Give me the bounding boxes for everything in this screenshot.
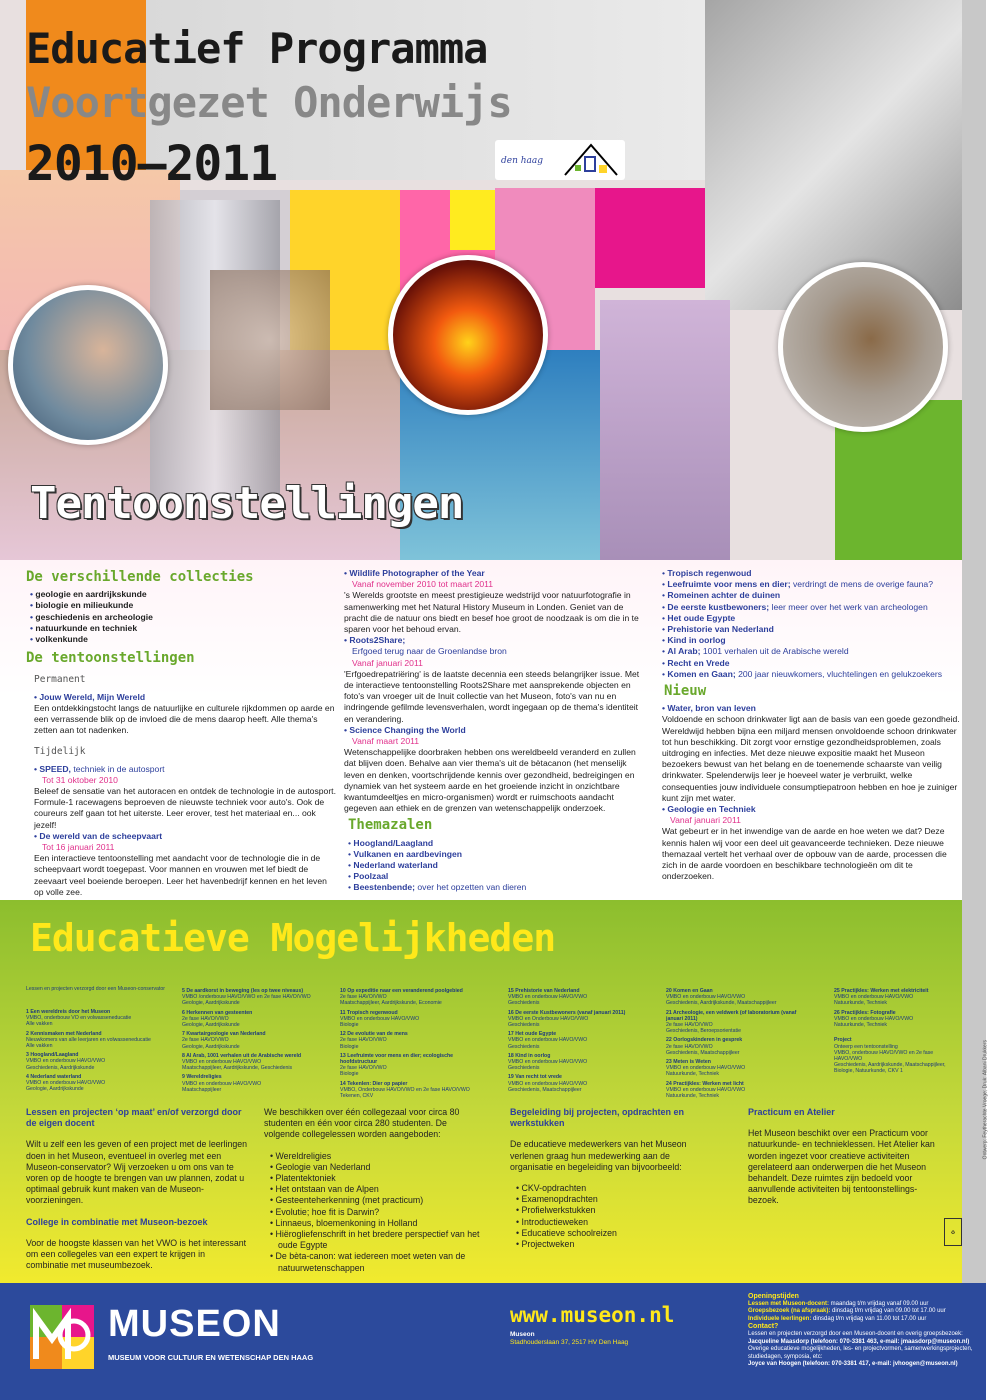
lesson-line: Onteerp een tentoonstelling bbox=[834, 1043, 898, 1050]
themazaal-item: • Het oude Egypte bbox=[662, 613, 962, 624]
lesson-line: VMBO en onderbouw HAVO/VWO bbox=[26, 1080, 106, 1087]
support-item: • Profielwerkstukken bbox=[524, 1205, 710, 1216]
bullet-icon: • bbox=[344, 635, 350, 646]
info-column-1 bbox=[26, 568, 336, 898]
support-item: • Educatieve schoolreizen bbox=[524, 1228, 710, 1239]
lesson-line: 14 Tekenlen: Dier op papier bbox=[340, 1080, 408, 1087]
lesson-line: 17 Het oude Egypte bbox=[508, 1031, 557, 1038]
lesson-line: VMBO en onderbouw HAVO/VWO bbox=[508, 1080, 588, 1087]
edu-text: Voor de hoogste klassen van het VWO is het interessant om een collegeles van een expert te krijgen in combinatie met museumbezoek. bbox=[26, 1237, 247, 1271]
exhibition-entry bbox=[662, 703, 962, 804]
bullet-icon: • bbox=[34, 763, 40, 774]
exhibition-title-bold: SPEED, bbox=[39, 763, 71, 774]
lesson-line: 3 Hoogland/Laagland bbox=[26, 1052, 79, 1059]
education-section bbox=[0, 900, 962, 1283]
themazaal-item: • Tropisch regenwoud bbox=[662, 568, 962, 579]
lesson-line: 5 De aardkorst in beweging (les op twee niveaus) bbox=[182, 988, 304, 994]
collection-item: • volkenkunde bbox=[30, 634, 336, 645]
themazaal-item: • De eerste kustbewoners; leer meer over het werk van archeologen bbox=[662, 602, 962, 613]
lesson-line: VMBO en Onderbouw HAVO/VWO bbox=[508, 1015, 589, 1022]
lesson-line: 15 Prehistorie van Nederland bbox=[508, 988, 580, 994]
circle-penguin bbox=[778, 262, 948, 432]
lesson-line: 1 Een wereldreis door het Museon bbox=[26, 1009, 111, 1015]
lesson-line: 10 Op expeditie naar een veranderend poolgebied bbox=[340, 988, 463, 994]
lecture-item: • Het ontstaan van de Alpen bbox=[278, 1184, 484, 1195]
exhibition-entry bbox=[34, 764, 336, 831]
exhibition-title: Wildlife Photographer of the Year bbox=[349, 568, 485, 578]
contact-heading: Contact? bbox=[748, 1323, 779, 1331]
hours-line: Individuele leerlingen: dinsdag t/m vrijdag van 11.00 tot 17.00 uur bbox=[748, 1315, 927, 1322]
support-item: • Examenopdrachten bbox=[524, 1194, 710, 1205]
lesson-line: 24 Practijkles: Werken met licht bbox=[666, 1080, 744, 1087]
exhibition-entry bbox=[34, 692, 336, 737]
lecture-item: • Wereldreligies bbox=[278, 1151, 484, 1162]
lesson-line: 16 De eerste Kustbewoners (vanaf januari 2011) bbox=[508, 1009, 626, 1016]
lesson-line: VMBO en onderbouw HAVO/VWO bbox=[666, 1086, 746, 1093]
edu-text: Wilt u zelf een les geven of een project met de leerlingen doen in het Museon, eventueel in overleg met een Museon-conservator? Wij verzoeken u om ons van te voren op de hoogte te brengen van uw plannen, zodat u optimaal gebruik kunt maken van de Museon-voorzieningen. bbox=[26, 1139, 248, 1206]
exhibition-text: Een ontdekkingstocht langs de natuurlijke en culturele rijkdommen op aarde en een verrassende blik op de invloed die de mens daarop heeft. Alle thema's zetten aan tot nadenken. bbox=[34, 702, 335, 736]
lesson-line: Biologie bbox=[340, 1043, 359, 1050]
education-title: Educatieve Mogelijkheden bbox=[30, 916, 556, 960]
lecture-item: • Geologie van Nederland bbox=[278, 1162, 484, 1173]
lesson-line: 6 Herkennen van gesteenten bbox=[182, 1009, 253, 1016]
support-item: • Introductieweken bbox=[524, 1217, 710, 1228]
lesson-line: 9 Wereldreligies bbox=[182, 1074, 222, 1081]
title-line-3: 2010–2011 bbox=[26, 136, 278, 192]
lesson-line: Natuurkunde, Techniek bbox=[666, 1071, 719, 1078]
exhibition-entry bbox=[662, 804, 962, 882]
bullet-icon: • bbox=[344, 724, 350, 735]
lesson-line: VMBO en onderbouw HAVO/VWO bbox=[834, 994, 914, 1001]
color-block-magenta bbox=[595, 188, 705, 288]
exhibition-date: Vanaf januari 2011 bbox=[670, 815, 741, 826]
collections-list bbox=[30, 589, 336, 645]
exhibition-date: Vanaf november 2010 tot maart 2011 bbox=[352, 579, 494, 590]
lesson-line: 20 Komen en Gaan bbox=[666, 988, 713, 994]
exhibition-entry bbox=[344, 568, 648, 635]
portrait-image bbox=[210, 270, 330, 410]
lesson-column bbox=[340, 985, 488, 1099]
new-heading: Nieuw bbox=[664, 683, 707, 700]
lesson-line: Geschiedenis bbox=[508, 1000, 540, 1007]
themazaal-item: • Poolzaal bbox=[348, 871, 648, 882]
exhibitions-info bbox=[0, 560, 962, 900]
lesson-line: Natuurkunde, Techniek bbox=[666, 1093, 719, 1100]
lesson-line: 4 Nederland waterland bbox=[26, 1073, 82, 1080]
lesson-line: Natuurkunde, Techniek bbox=[834, 1000, 887, 1007]
hours-heading: Openingstijden bbox=[748, 1293, 799, 1300]
themazaal-item: • Komen en Gaan; 200 jaar nieuwkomers, vluchtelingen en gelukzoekers bbox=[662, 669, 962, 680]
exhibition-title: Science Changing the World bbox=[349, 724, 466, 735]
header-poster bbox=[0, 0, 962, 560]
lesson-line: Geschiedenis, Maatschappijleer bbox=[508, 1086, 582, 1093]
hours-line: Lessen met Museon-docent: maandag t/m vrijdag vanaf 09.00 uur bbox=[748, 1300, 929, 1307]
lecture-item: • Evolutie; hoe fit is Darwin? bbox=[278, 1207, 484, 1218]
themazaal-item: • Hoogland/Laagland bbox=[348, 838, 648, 849]
contact-line: Jacqueline Maasdorp (telefoon: 070-3381 463, e-mail: jmaasdorp@museon.nl) bbox=[748, 1338, 970, 1345]
lesson-line: VMBO en onderbouw HAVO/VWO bbox=[508, 994, 588, 1001]
exhibition-title: Roots2Share; bbox=[349, 635, 406, 646]
lesson-line: Biologie bbox=[340, 1071, 359, 1078]
hours-line: Groepsbezoek (na afspraak): dinsdag t/m vrijdag van 09.00 tot 17.00 uur bbox=[748, 1308, 946, 1315]
exhibition-entry bbox=[344, 635, 648, 725]
title-line-1: Educatief Programma bbox=[26, 24, 488, 73]
lesson-line: Natuurkunde, Techniek bbox=[834, 1022, 887, 1029]
lesson-line bbox=[834, 1028, 952, 1034]
exhibition-title: Geologie en Techniek bbox=[667, 804, 756, 815]
lesson-line: VMBO en onderbouw HAVO/VWO bbox=[182, 1080, 262, 1087]
exhibition-entry bbox=[34, 831, 336, 898]
lesson-line: VMBO en onderbouw HAVO/VWO bbox=[666, 1065, 746, 1072]
lesson-line: 2e fase HAVO/VWO bbox=[182, 1015, 229, 1022]
collection-item: • geologie en aardrijkskunde bbox=[30, 589, 336, 600]
color-block-purple bbox=[600, 300, 730, 560]
lesson-column bbox=[834, 985, 952, 1075]
exhibition-text: Wetenschappelijke doorbraken hebben ons wereldbeeld veranderd en zullen dat blijven doen. Behalve aan vier thema's uit de bètacanon (het menselijk leven en denken, voortschrijdende kennis over gezondheid, bedreigingen en dynamiek van het systeem aarde en het groeiende inzicht in onzichtbare kwantumdeeltjes en micro-organismen) wordt er ruimschoots aandacht gegeven aan ethiek en de grenzen van wetenschappelijk onderzoek. bbox=[344, 747, 636, 814]
exhibition-date: Vanaf januari 2011 bbox=[352, 657, 423, 668]
lesson-line: Geschiedenis bbox=[508, 1022, 540, 1029]
lesson-line: 2e fase HAVO/VWO bbox=[340, 1065, 387, 1072]
exhibition-date: Tot 31 oktober 2010 bbox=[42, 774, 118, 785]
themazaal-item: • Leefruimte voor mens en dier; verdringt de mens de overige fauna? bbox=[662, 579, 962, 590]
temporary-label: Tijdelijk bbox=[34, 746, 86, 758]
edu-column-1 bbox=[26, 1107, 248, 1271]
address: Museon Stadhouderslaan 37, 2517 HV Den Haag bbox=[510, 1331, 629, 1346]
lesson-line: Geologie, Aardrijkskunde bbox=[182, 1022, 240, 1029]
edu-heading: Lessen en projecten ‘op maat’ en/of verzorgd door de eigen docent bbox=[26, 1107, 242, 1129]
lesson-column bbox=[508, 985, 656, 1093]
lesson-column bbox=[666, 985, 814, 1099]
lecture-item: • De bèta-canon: wat iedereen moet weten van de natuurwetenschappen bbox=[278, 1251, 484, 1273]
lesson-line: 2e fase HAVO/VWO bbox=[666, 1043, 713, 1050]
opening-hours bbox=[748, 1293, 980, 1369]
collections-heading: De verschillende collecties bbox=[26, 569, 254, 585]
lesson-line: 22 Oorlogskinderen in gesprek bbox=[666, 1037, 743, 1044]
exhibition-text: Een interactieve tentoonstelling met aandacht voor de technologie die in de scheepvaart wordt toegepast. Voor mannen en vrouwen met lef biedt de zeevaart veel boeiende beroepen. Leer het havenbedrijf kennen en het leven op volle zee. bbox=[34, 853, 327, 897]
themazaal-item: • Recht en Vrede bbox=[662, 658, 962, 669]
lesson-line: 2e fase HAVO/VWO bbox=[340, 994, 387, 1001]
lesson-line: Geschiedenis, Maatschappijleer bbox=[666, 1049, 740, 1056]
lesson-line: VMBO en onderbouw HAVO/VWO bbox=[182, 1059, 262, 1066]
lesson-line: Geschiedenis bbox=[508, 1065, 540, 1072]
lesson-line: Geologie, Aardrijkskunde bbox=[182, 1043, 240, 1050]
exhibition-title: Jouw Wereld, Mijn Wereld bbox=[39, 691, 146, 702]
exhibition-title: De wereld van de scheepvaart bbox=[39, 830, 163, 841]
lesson-line: 25 Practijkles: Werken met elektriciteit bbox=[834, 988, 929, 994]
title-line-2: Voortgezet Onderwijs bbox=[26, 78, 512, 127]
museon-tagline: MUSEUM VOOR CULTUUR EN WETENSCHAP DEN HAAG bbox=[108, 1353, 314, 1362]
exhibition-entry bbox=[344, 725, 648, 815]
lesson-line: 2e fase HAVO/VWO bbox=[340, 1037, 387, 1044]
lesson-line: VMBO, onderbouw VO en volwasseneducatie bbox=[26, 1015, 132, 1022]
den-haag-label: den haag bbox=[501, 156, 544, 166]
lesson-line: VMBO /onderbouw HAVO/VWO en 2e fase HAVO/VWO bbox=[182, 994, 311, 1001]
themazalen-list-2 bbox=[662, 568, 962, 680]
lesson-line: 12 De evolutie van de mens bbox=[340, 1031, 408, 1038]
edu-text: De educatieve medewerkers van het Museon verlenen graag hun medewerking aan de organisatie en begeleiding van bijvoorbeeld: bbox=[510, 1139, 687, 1172]
footer bbox=[0, 1283, 986, 1400]
lesson-line: 18 Kind in oorlog bbox=[508, 1052, 551, 1059]
exhibition-text: Beleef de sensatie van het autoracen en ontdek de technologie in de autosport. Formule-1 racewagens beproeven de nieuwste techniek voor auto's. Ook de coureurs zelf gaan tot het uiterste. Leer erover, test het materiaal en... ook jezelf! bbox=[34, 786, 336, 830]
contact-line: Lessen en projecten verzorgd door een Museon-docent en overig groepsbezoek: bbox=[748, 1330, 963, 1337]
museon-logo-icon bbox=[30, 1305, 94, 1369]
lesson-line: 19 Van recht tot vrede bbox=[508, 1074, 562, 1081]
exhibition-date: Vanaf maart 2011 bbox=[352, 736, 420, 747]
exhibition-subtitle: Erfgoed terug naar de Groenlandse bron bbox=[352, 646, 507, 657]
section-title-exhibitions: Tentoonstellingen bbox=[30, 478, 464, 529]
lesson-line: 2 Kennismaken met Nederland bbox=[26, 1030, 102, 1037]
lesson-line: Biologie bbox=[340, 1022, 359, 1029]
lesson-line: 21 Archeologie, een veldwerk (of laboratorium (vanaf januari 2011) bbox=[666, 1009, 797, 1022]
lesson-line: Alle vakken bbox=[26, 1021, 53, 1028]
edu-column-3 bbox=[510, 1107, 710, 1250]
museon-brand: MUSEON bbox=[108, 1303, 281, 1345]
lessons-caption: Lessen en projecten verzorgd door een Museon-conservator bbox=[26, 986, 165, 992]
lesson-line: Geschiedenis, Beroepsorientatie bbox=[666, 1028, 741, 1035]
permanent-label: Permanent bbox=[34, 674, 86, 686]
support-item: • CKV-opdrachten bbox=[524, 1183, 710, 1194]
exhibition-text: 's Werelds grootste en meest prestigieuze wedstrijd voor natuurfotografie in samenwerking met het Natural History Museum in Londen. Geniet van de pracht die de natuur ons biedt en besef hoe groot de noodzaak is om die in te sparen voor het behoud ervan. bbox=[344, 590, 639, 635]
bullet-icon: • bbox=[662, 804, 668, 815]
lesson-line: Maatschappijleer, Aardrijkskunde, Geschiedenis bbox=[182, 1065, 293, 1072]
edu-heading: College in combinatie met Museon-bezoek bbox=[26, 1216, 208, 1227]
lesson-column bbox=[182, 985, 330, 1093]
edu-column-2 bbox=[264, 1107, 484, 1274]
bullet-icon: • bbox=[344, 568, 350, 578]
bullet-icon: • bbox=[662, 703, 668, 714]
lesson-line: Tekenen, CKV bbox=[340, 1093, 374, 1100]
edu-column-4 bbox=[748, 1107, 944, 1207]
lesson-line: Biologie, Natuurkunde, CKV 1 bbox=[834, 1068, 903, 1075]
lesson-column bbox=[26, 1006, 174, 1092]
lesson-line: Project bbox=[834, 1037, 852, 1044]
fsc-logo-icon: ♻ bbox=[944, 1218, 962, 1246]
info-column-2 bbox=[340, 568, 648, 894]
lesson-line: Geschiedenis, Aardrijkskunde, Maatschappijleer bbox=[666, 1000, 777, 1007]
lesson-line: 2e fase HAVO/VWO bbox=[666, 1022, 713, 1029]
contact-line: Joyce van Hoogen (telefoon: 070-3381 417, e-mail: jvhoogen@museon.nl) bbox=[748, 1361, 958, 1368]
circle-volcano bbox=[388, 255, 548, 415]
lecture-item: • Gesteenteherkenning (met practicum) bbox=[278, 1195, 484, 1206]
collection-item: • geschiedenis en archeologie bbox=[30, 612, 336, 623]
lesson-line: VMBO en onderbouw HAVO/VWO bbox=[666, 994, 746, 1001]
lesson-line: VMBO en onderbouw HAVO/VWO bbox=[834, 1015, 914, 1022]
lesson-line: 2e fase HAVO/VWO bbox=[182, 1037, 229, 1044]
color-block-yellow2 bbox=[450, 190, 495, 250]
themazaal-item: • Prehistorie van Nederland bbox=[662, 624, 962, 635]
support-list bbox=[521, 1183, 710, 1250]
lesson-line: 8 Al Arab, 1001 verhalen uit de Arabische wereld bbox=[182, 1052, 302, 1059]
lesson-line: Geologie, Aardrijkskunde bbox=[182, 1000, 240, 1007]
lesson-line: VMBO en onderbouw HAVO/VWO bbox=[26, 1058, 106, 1065]
lesson-line: 13 Leefruimte voor mens en dier; ecologische hoofdstructuur bbox=[340, 1052, 454, 1066]
exhibition-title: Water, bron van leven bbox=[667, 703, 756, 714]
themazalen-heading: Themazalen bbox=[348, 817, 433, 834]
lesson-line: Geschiedenis, Aardrijkskunde bbox=[26, 1064, 95, 1071]
lesson-line: Geschiedenis bbox=[508, 1043, 540, 1050]
themazaal-item: • Nederland waterland bbox=[348, 860, 648, 871]
lesson-line: 11 Tropisch regenwoud bbox=[340, 1009, 398, 1016]
contact-line: studiedagen, symposia, etc: bbox=[748, 1353, 823, 1360]
collection-item: • biologie en milieukunde bbox=[30, 600, 336, 611]
themazaal-item: • Vulkanen en aardbevingen bbox=[348, 849, 648, 860]
lecture-item: • Platentektoniek bbox=[278, 1173, 484, 1184]
themazalen-list bbox=[348, 838, 648, 894]
lesson-line: Alle vakken bbox=[26, 1043, 53, 1050]
themazaal-item: • Kind in oorlog bbox=[662, 635, 962, 646]
support-item: • Projectweken bbox=[524, 1239, 710, 1250]
bullet-icon: • bbox=[34, 830, 40, 841]
exhibition-title-rest: techniek in de autosport bbox=[70, 763, 165, 774]
lesson-line: 26 Practijkles: Fotografie bbox=[834, 1009, 896, 1016]
website-link[interactable]: www.museon.nl bbox=[510, 1303, 675, 1327]
exhibition-text: 'Erfgoedrepatriëring' is de laatste decennia een steeds belangrijker issue. Met de interactieve tentoonstelling Roots2Share met aansprekende objecten en foto's van vroeger uit de Inuit collectie van het Museon, foto's van nu en indringende gefilmde levensverhalen, wordt ingegaan op de thema's identiteit en verandering. bbox=[344, 668, 640, 724]
den-haag-logo bbox=[495, 140, 625, 180]
themazaal-item: • Romeinen achter de duinen bbox=[662, 590, 962, 601]
lecture-item: • Hiërogliefenschrift in het bredere perspectief van het oude Egypte bbox=[278, 1229, 484, 1251]
lesson-line: Geologie, Aardrijkskunde bbox=[26, 1086, 84, 1093]
den-haag-mark-icon bbox=[561, 141, 621, 179]
design-credit: Ontwerp: Feytherachte Vroege; Druk: Albani Drukkers bbox=[982, 1040, 988, 1160]
lesson-line: 23 Meten is Weten bbox=[666, 1059, 711, 1066]
themazaal-item: • Al Arab; 1001 verhalen uit de Arabische wereld bbox=[662, 646, 962, 657]
lesson-line: 7 Kwartairgeologie van Nederland bbox=[182, 1031, 266, 1038]
lesson-line: VMBO en onderbouw HAVO/VWO bbox=[508, 1059, 588, 1066]
lesson-line: Nieuwkomers van alle leerjaren en volwasseneducatie bbox=[26, 1036, 151, 1043]
edu-text: We beschikken over één collegezaal voor circa 80 studenten en één voor circa 280 studenten. De volgende collegelessen worden aangeboden: bbox=[264, 1107, 460, 1140]
lesson-line: VMBO, Onderbouw HAVO/VWO en 2e fase HAVO/VWO bbox=[340, 1086, 470, 1093]
info-column-3 bbox=[656, 568, 962, 882]
contact-line: Overige educatieve mogelijkheden, les- en projectvormen, samenwerkingsprojecten, bbox=[748, 1346, 973, 1353]
lesson-line: Maatschappijleer bbox=[182, 1086, 222, 1093]
exhibition-text: Voldoende en schoon drinkwater ligt aan de basis van een goede gezondheid. Wereldwijd hebben bijna een miljard mensen onvoldoende schoon drinkwater tot hun beschikking. Dit zorgt voor ernstige gezondheidsproblemen, zoals uitdroging en infecties. Met deze nieuwe expositie maakt het Museon bezoekers bewust van het belang en de toenemende schaarste van veilig drinkwater. Spelenderwijs leer je hoeveel water je verbruikt, welke consequenties jouw individuele consumptiepatroon hebben en hoe je zuiniger kunt zijn met water. bbox=[662, 714, 960, 803]
lesson-line: VMBO en onderbouw HAVO/VWO bbox=[508, 1037, 588, 1044]
bullet-icon: • bbox=[34, 691, 40, 702]
collection-item: • natuurkunde en techniek bbox=[30, 623, 336, 634]
edu-heading: Begeleiding bij projecten, opdrachten en werkstukken bbox=[510, 1107, 685, 1129]
themazaal-item: • Beestenbende; over het opzetten van dieren bbox=[348, 882, 648, 893]
lesson-line: Maatschappijleer, Aardrijkskunde, Economie bbox=[340, 1000, 442, 1007]
color-block-grey-car bbox=[705, 0, 965, 310]
lesson-line: VMBO, onderbouw HAVO/VWO en 2e fase HAVO/VWO bbox=[834, 1049, 934, 1063]
exhibitions-heading: De tentoonstellingen bbox=[26, 650, 195, 667]
lecture-item: • Linnaeus, bloemenkoning in Holland bbox=[278, 1218, 484, 1229]
lesson-line: VMBO en onderbouw HAVO/VWO bbox=[340, 1015, 420, 1022]
edu-text: Het Museon beschikt over een Practicum voor natuurkunde- en technieklessen. Het Atelier kan worden ingezet voor creatieve activiteiten gerelateerd aan onderwerpen die het Museon behandelt. Deze ruimtes zijn bedoeld voor aanvullende activiteiten bij tentoonstellings-bezoek. bbox=[748, 1128, 935, 1206]
exhibition-text: Wat gebeurt er in het inwendige van de aarde en hoe weten we dat? Deze kennis halen wij voor een deel uit geavanceerde technieken. Deze nieuwe themazaal vertelt het verhaal over de opbouw van de aarde, processen die zich in de aarde voordoen en beschikbare technologieën om dit te onderzoeken. bbox=[662, 826, 947, 882]
lesson-line: Geschiedenis, Aardrijkskunde, Maatschappijleer, bbox=[834, 1062, 946, 1069]
edu-heading: Practicum en Atelier bbox=[748, 1107, 835, 1117]
circle-tech-man bbox=[8, 285, 168, 445]
exhibition-date: Tot 16 januari 2011 bbox=[42, 842, 115, 853]
lectures-list bbox=[275, 1150, 484, 1274]
